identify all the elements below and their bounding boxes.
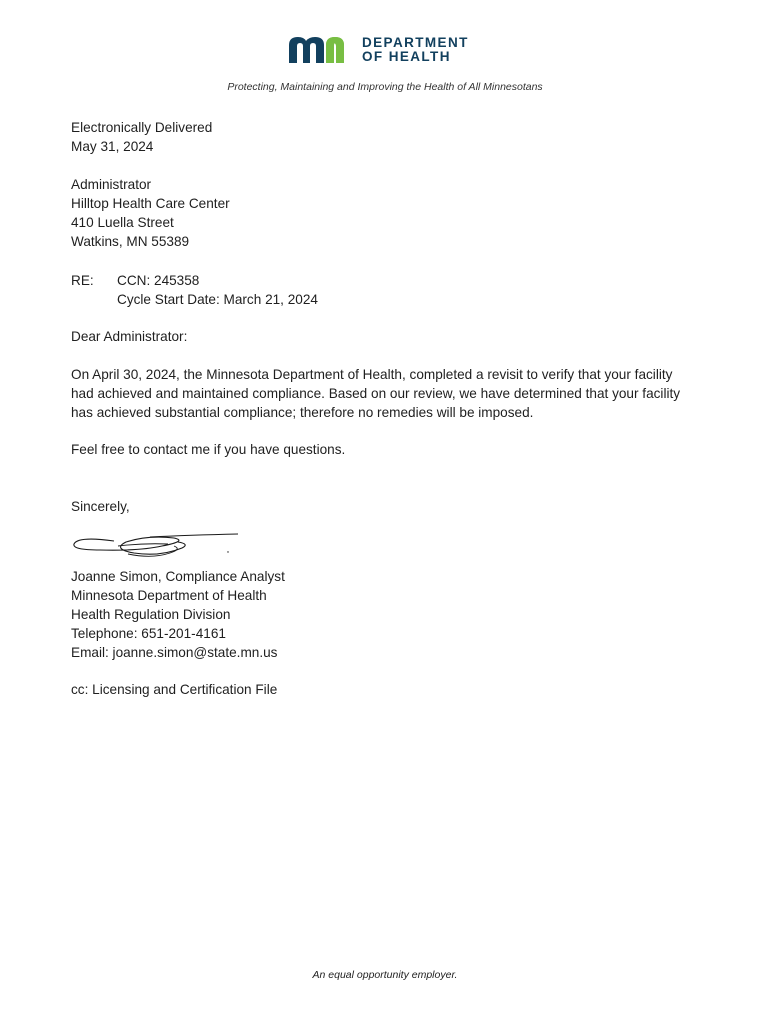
- paragraph-line: has achieved substantial compliance; therefore no remedies will be imposed.: [71, 405, 534, 420]
- salutation: Dear Administrator:: [71, 329, 188, 344]
- paragraph-line: On April 30, 2024, the Minnesota Department of Health, completed a revisit to verify that your facility: [71, 367, 673, 382]
- recipient-street: 410 Luella Street: [71, 215, 174, 230]
- re-ccn: CCN: 245358: [117, 273, 200, 288]
- delivery-method: Electronically Delivered: [71, 120, 213, 135]
- letter-date: May 31, 2024: [71, 139, 154, 154]
- re-label: RE:: [71, 273, 94, 288]
- footer-equal-opportunity: An equal opportunity employer.: [312, 969, 458, 981]
- recipient-organization: Hilltop Health Care Center: [71, 196, 230, 211]
- mn-health-logo: [289, 35, 489, 69]
- mn-logo-icon: [289, 35, 359, 69]
- signer-department: Minnesota Department of Health: [71, 588, 267, 603]
- body-paragraph-1: [71, 365, 711, 422]
- handwritten-signature: [70, 531, 245, 563]
- cc-line: cc: Licensing and Certification File: [71, 682, 278, 697]
- recipient-address: [71, 175, 711, 251]
- recipient-city-state-zip: Watkins, MN 55389: [71, 234, 190, 249]
- logo-wordmark-line1: DEPARTMENT: [362, 35, 469, 50]
- recipient-title: Administrator: [71, 177, 152, 192]
- signer-block: [71, 567, 711, 662]
- body-paragraph-2: Feel free to contact me if you have questions.: [71, 442, 346, 457]
- re-cycle-start-date: Cycle Start Date: March 21, 2024: [117, 292, 318, 307]
- signer-email: Email: joanne.simon@state.mn.us: [71, 645, 278, 660]
- signer-name-title: Joanne Simon, Compliance Analyst: [71, 569, 285, 584]
- paragraph-line: had achieved and maintained compliance. Based on our review, we have determined that your facility: [71, 386, 681, 401]
- signer-division: Health Regulation Division: [71, 607, 231, 622]
- signer-telephone: Telephone: 651-201-4161: [71, 626, 226, 641]
- closing: Sincerely,: [71, 499, 130, 514]
- tagline: Protecting, Maintaining and Improving the Health of All Minnesotans: [227, 81, 543, 93]
- logo-wordmark-line2: OF HEALTH: [362, 49, 451, 64]
- delivery-block: [71, 118, 711, 156]
